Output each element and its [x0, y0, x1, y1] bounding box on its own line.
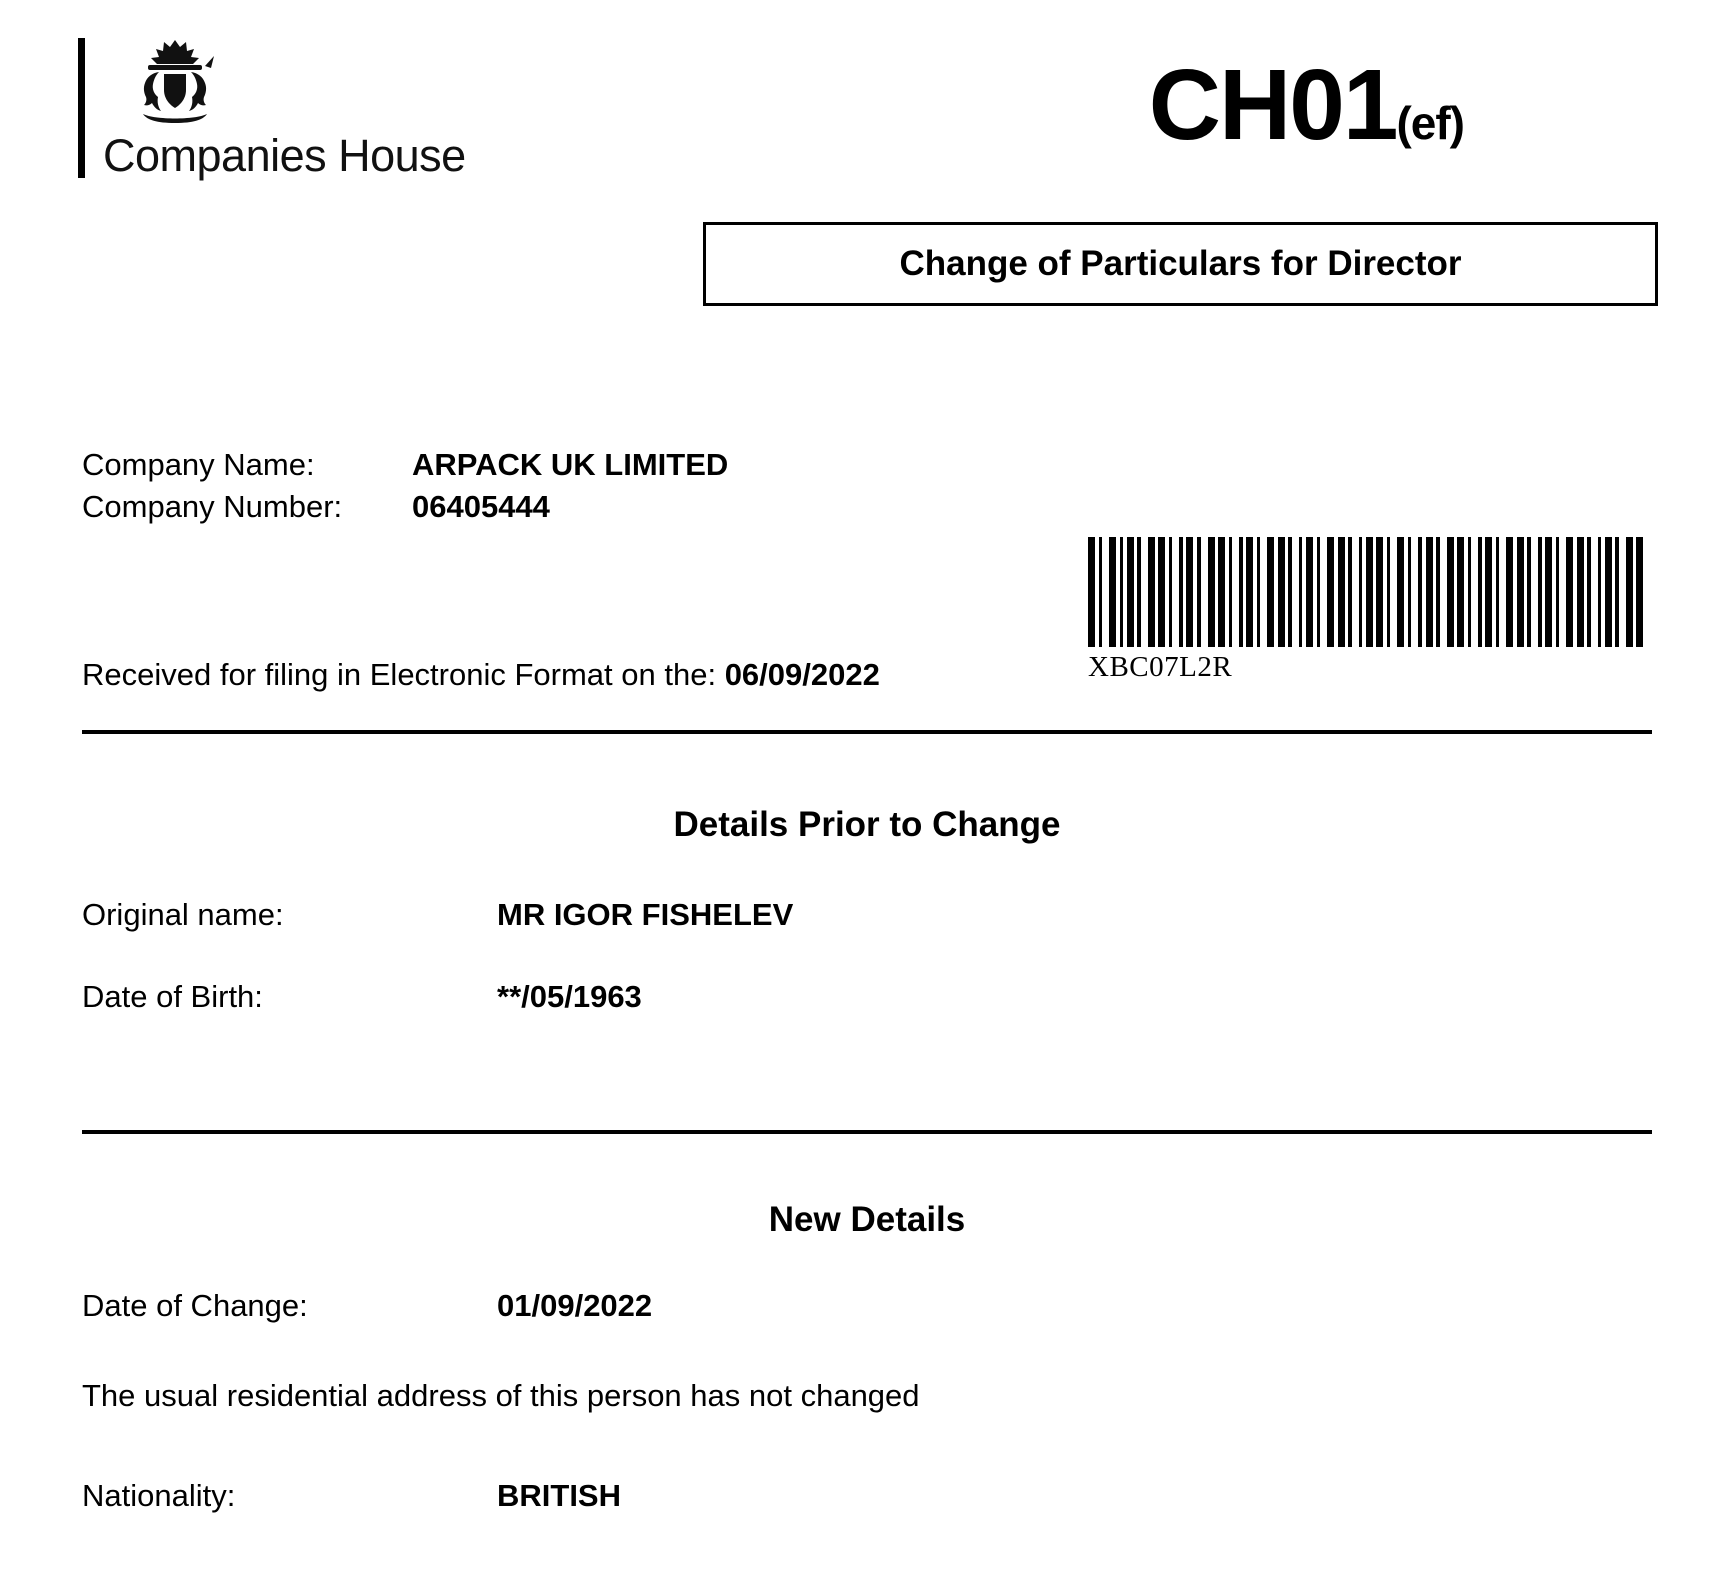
nationality-value: BRITISH [497, 1478, 621, 1513]
barcode-block [1088, 537, 1648, 684]
company-name-value: ARPACK UK LIMITED [412, 447, 729, 482]
form-title-box [703, 222, 1658, 306]
company-number-value: 06405444 [412, 489, 550, 524]
date-of-change-row [82, 1288, 1582, 1324]
logo-vertical-rule [78, 38, 85, 178]
date-of-change-value: 01/09/2022 [497, 1288, 653, 1323]
company-number-label: Company Number: [82, 489, 343, 524]
residential-address-note: The usual residential address of this person has not changed [82, 1378, 920, 1413]
company-number-row [82, 489, 1082, 525]
original-name-value: MR IGOR FISHELEV [497, 897, 794, 932]
received-text: Received for filing in Electronic Format on the: [82, 657, 717, 692]
barcode-label: XBC07L2R [1088, 651, 1233, 683]
received-for-filing-line [82, 657, 880, 693]
section-heading-new-details: New Details [768, 1200, 966, 1239]
original-name-label: Original name: [82, 897, 284, 932]
form-code [1149, 50, 1464, 178]
date-of-birth-row [82, 979, 1582, 1015]
divider-rule-bottom [82, 1130, 1652, 1134]
barcode-image [1088, 537, 1648, 647]
companies-house-logo [78, 38, 466, 181]
section-heading-prior: Details Prior to Change [673, 805, 1061, 844]
date-of-change-label: Date of Change: [82, 1288, 308, 1323]
form-code-suffix: (ef) [1396, 97, 1464, 149]
company-name-row [82, 447, 1082, 483]
logo-content [103, 38, 466, 181]
form-title: Change of Particulars for Director [899, 244, 1462, 283]
date-of-birth-label: Date of Birth: [82, 979, 263, 1014]
document-header [0, 30, 1732, 283]
royal-crest-icon [121, 38, 229, 129]
original-name-row [82, 897, 1582, 933]
received-date: 06/09/2022 [724, 657, 880, 692]
company-name-label: Company Name: [82, 447, 315, 482]
company-info [82, 447, 1082, 531]
nationality-label: Nationality: [82, 1478, 236, 1513]
date-of-birth-value: **/05/1963 [497, 979, 642, 1014]
form-code-main: CH01 [1148, 49, 1397, 161]
companies-house-wordmark: Companies House [103, 130, 466, 181]
divider-rule-top [82, 730, 1652, 734]
nationality-row [82, 1478, 1582, 1514]
